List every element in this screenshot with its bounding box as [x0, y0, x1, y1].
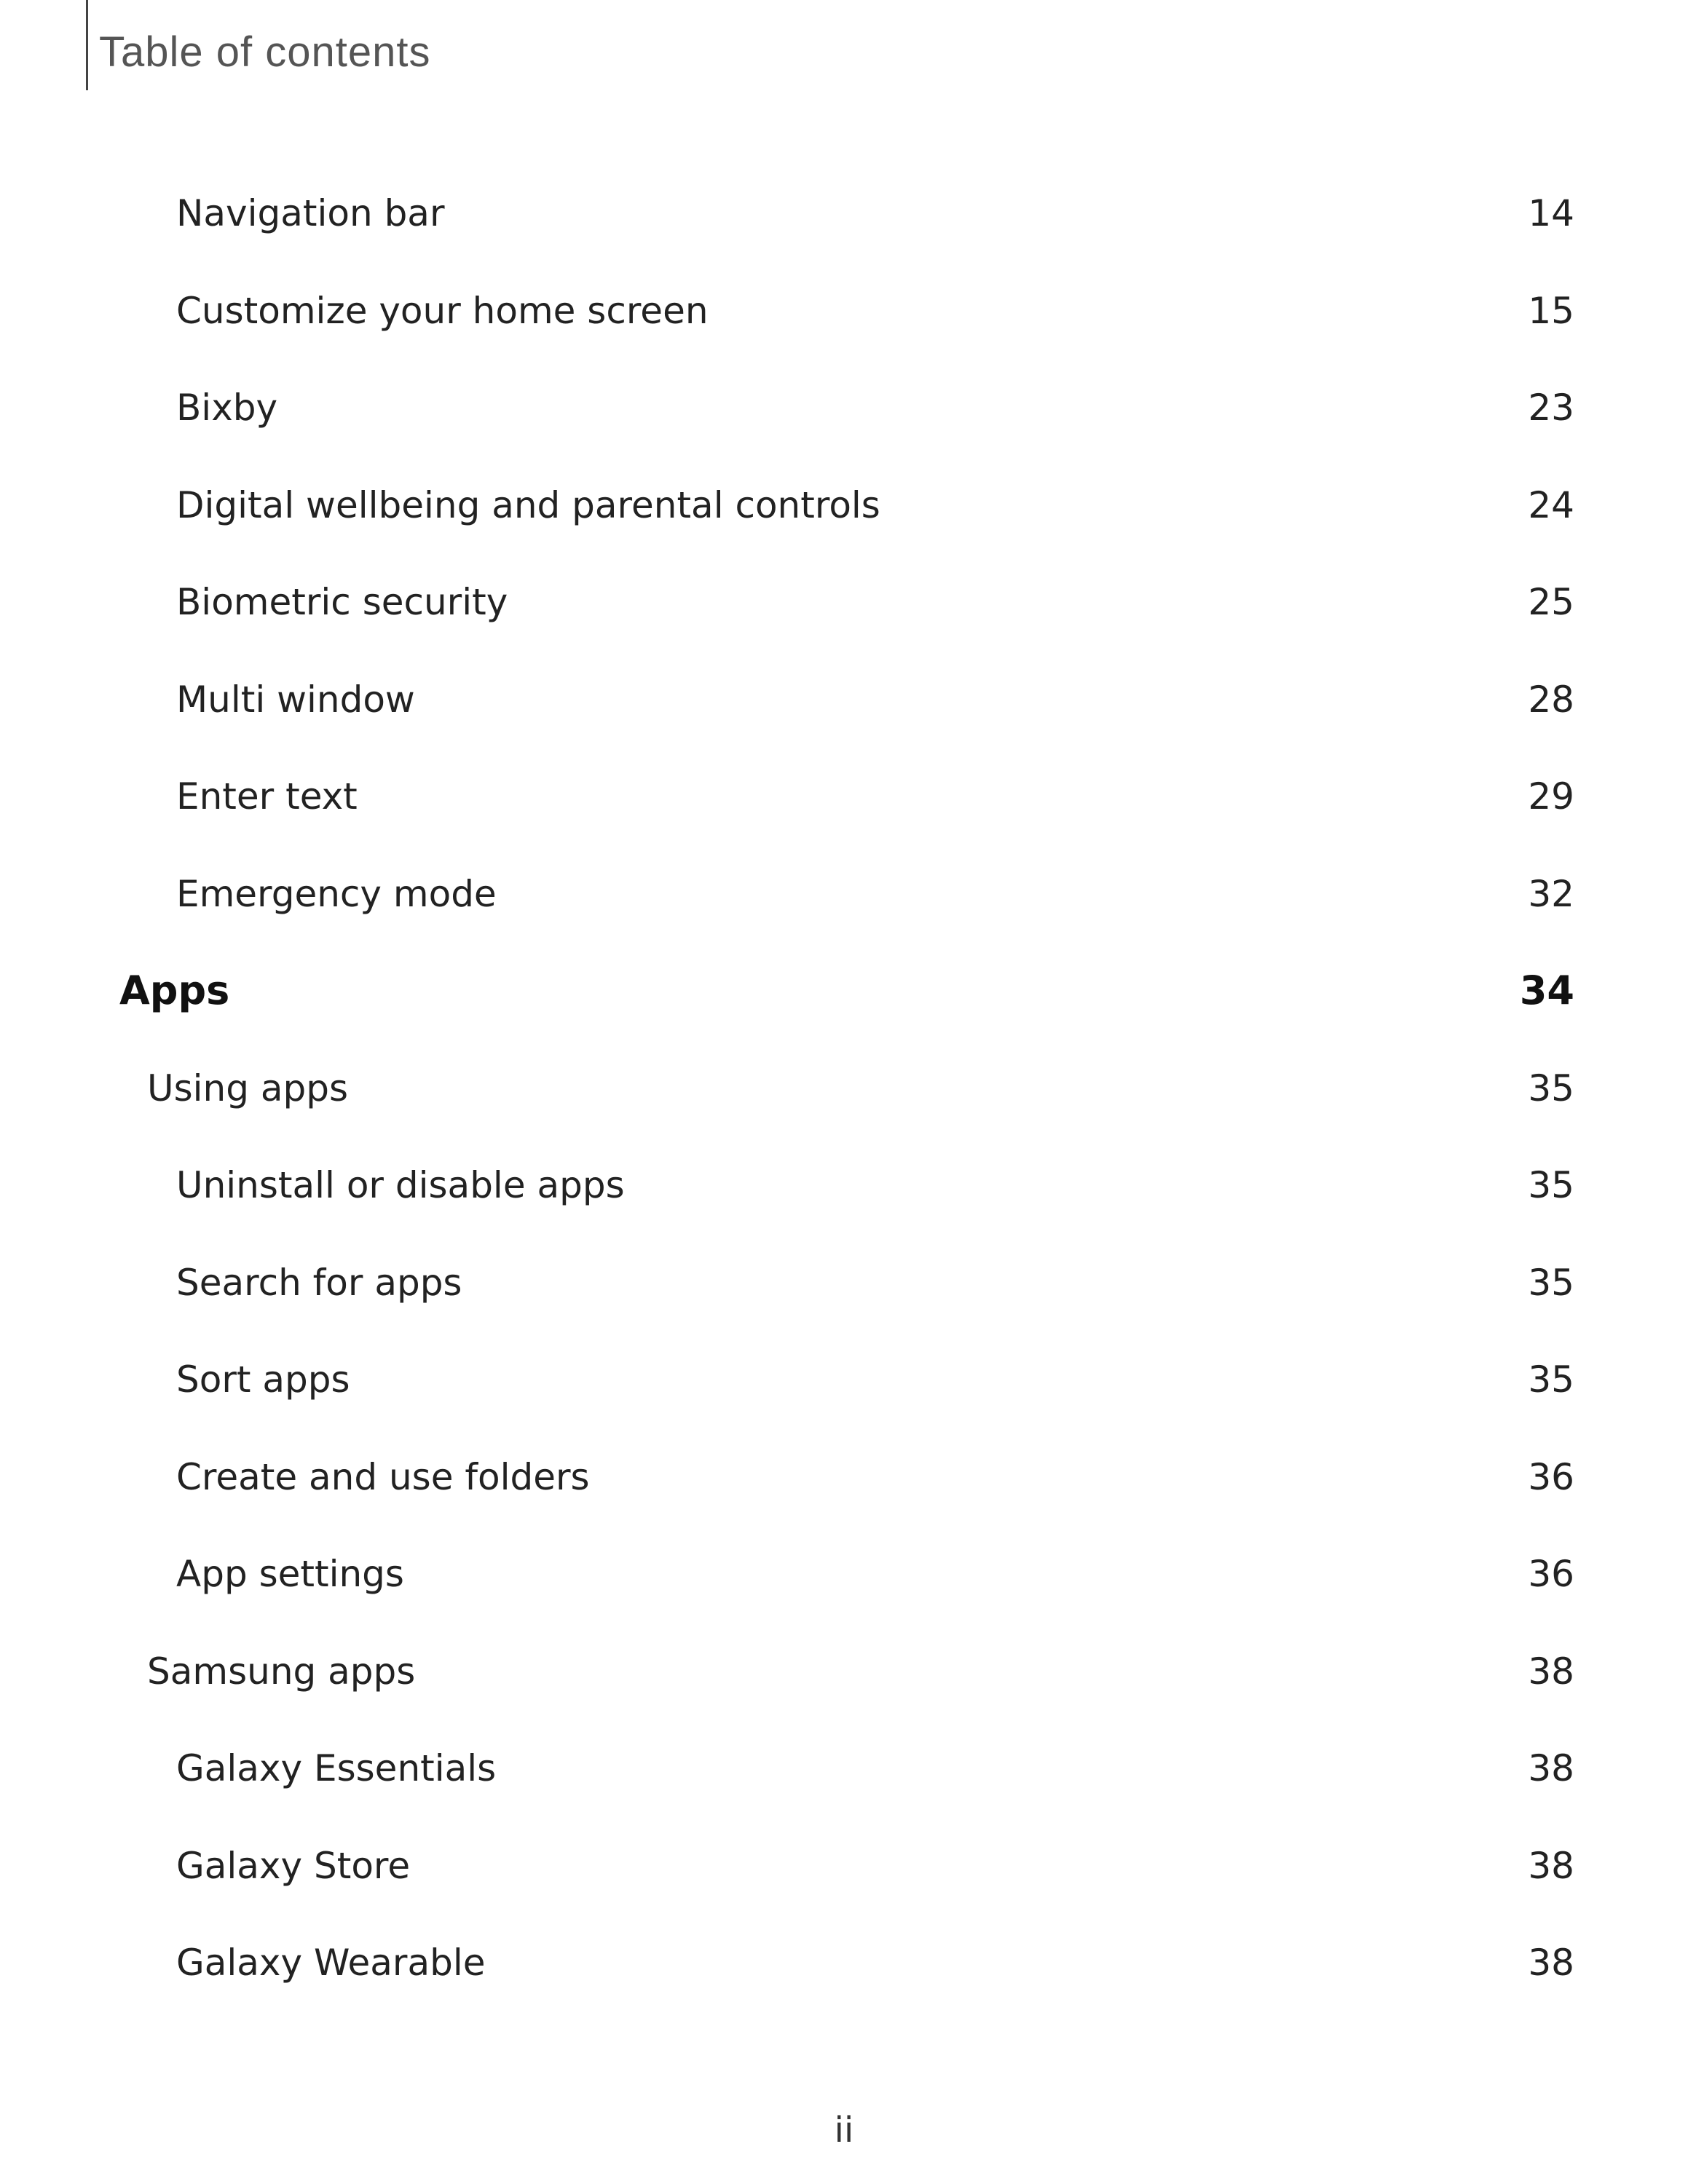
toc-entry-apps[interactable]: [0, 962, 1688, 1020]
toc-entry-page: 38: [1528, 1747, 1574, 1789]
toc-entry-label: Multi window: [176, 678, 415, 721]
toc-entry-page: 36: [1528, 1456, 1574, 1498]
toc-entry-emergency-mode[interactable]: [0, 865, 1688, 923]
toc-entry-label: Using apps: [147, 1067, 349, 1109]
toc-entry-page: 35: [1528, 1067, 1574, 1109]
toc-entry-page: 23: [1528, 387, 1574, 429]
toc-entry-customize-home-screen[interactable]: [0, 282, 1688, 340]
header-divider: [86, 0, 88, 90]
toc-entry-digital-wellbeing[interactable]: [0, 476, 1688, 534]
toc-entry-biometric-security[interactable]: [0, 573, 1688, 631]
toc-entry-multi-window[interactable]: [0, 670, 1688, 729]
toc-entry-page: 36: [1528, 1553, 1574, 1595]
toc-entry-navigation-bar[interactable]: [0, 184, 1688, 242]
toc-entry-label: Uninstall or disable apps: [176, 1164, 625, 1206]
toc-entry-page: 35: [1528, 1358, 1574, 1401]
toc-entry-page: 14: [1528, 192, 1574, 234]
toc-entry-label: Galaxy Wearable: [176, 1942, 486, 1984]
page-number: ii: [834, 2110, 854, 2151]
toc-entry-search-for-apps[interactable]: [0, 1254, 1688, 1312]
toc-entry-label: Bixby: [176, 387, 278, 429]
toc-entry-page: 24: [1528, 484, 1574, 526]
toc-entry-samsung-apps[interactable]: [0, 1642, 1688, 1701]
toc-entry-page: 28: [1528, 678, 1574, 721]
toc-entry-label: Galaxy Essentials: [176, 1747, 497, 1789]
toc-entry-label: Biometric security: [176, 581, 508, 623]
toc-entry-label: App settings: [176, 1553, 404, 1595]
toc-entry-page: 38: [1528, 1942, 1574, 1984]
toc-entry-bixby[interactable]: [0, 379, 1688, 437]
toc-entry-galaxy-store[interactable]: [0, 1837, 1688, 1895]
toc-entry-page: 15: [1528, 290, 1574, 332]
page-title: Table of contents: [99, 28, 431, 76]
toc-entry-using-apps[interactable]: [0, 1059, 1688, 1117]
toc-entry-page: 34: [1519, 968, 1574, 1013]
toc-entry-sort-apps[interactable]: [0, 1350, 1688, 1409]
toc-entry-create-use-folders[interactable]: [0, 1448, 1688, 1506]
toc-entry-label: Apps: [119, 968, 230, 1013]
toc-entry-page: 35: [1528, 1164, 1574, 1206]
toc-entry-galaxy-wearable[interactable]: [0, 1934, 1688, 1992]
toc-entry-page: 35: [1528, 1262, 1574, 1304]
toc-entry-enter-text[interactable]: [0, 767, 1688, 826]
toc-entry-label: Search for apps: [176, 1262, 462, 1304]
toc-entry-galaxy-essentials[interactable]: [0, 1739, 1688, 1797]
toc-entry-uninstall-disable-apps[interactable]: [0, 1156, 1688, 1214]
toc-entry-page: 25: [1528, 581, 1574, 623]
toc-entry-label: Samsung apps: [147, 1650, 416, 1693]
toc-entry-label: Galaxy Store: [176, 1845, 411, 1887]
toc-entry-label: Create and use folders: [176, 1456, 590, 1498]
toc-entry-page: 29: [1528, 775, 1574, 818]
toc-entry-label: Navigation bar: [176, 192, 445, 234]
toc-entry-page: 38: [1528, 1650, 1574, 1693]
toc-entry-label: Enter text: [176, 775, 358, 818]
toc-entry-label: Sort apps: [176, 1358, 350, 1401]
toc-entry-label: Customize your home screen: [176, 290, 709, 332]
toc-entry-label: Digital wellbeing and parental controls: [176, 484, 880, 526]
toc-entry-app-settings[interactable]: [0, 1545, 1688, 1603]
toc-entry-page: 38: [1528, 1845, 1574, 1887]
toc-entry-page: 32: [1528, 873, 1574, 915]
toc-entry-label: Emergency mode: [176, 873, 497, 915]
